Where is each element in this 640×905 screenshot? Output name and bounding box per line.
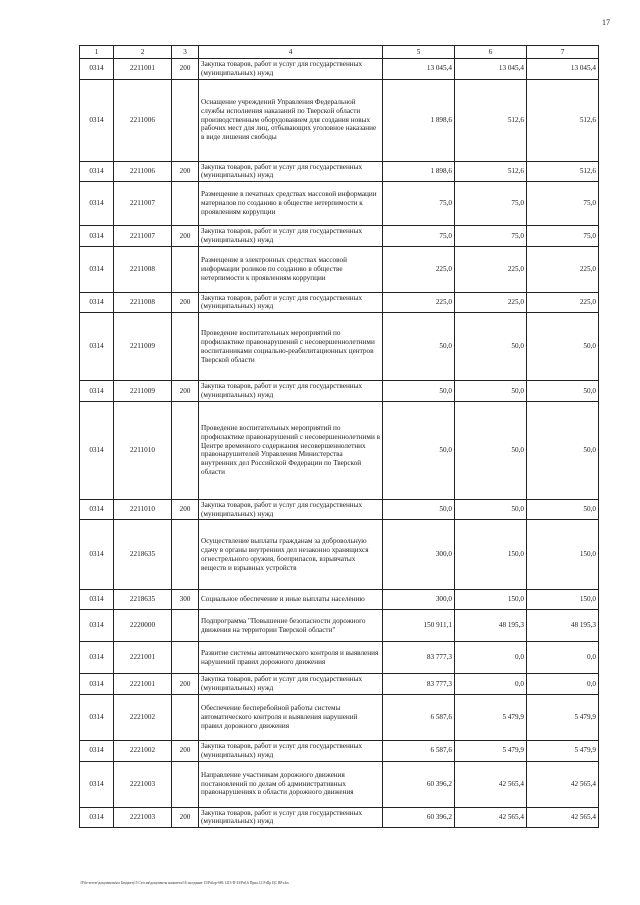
description-cell: Закупка товаров, работ и услуг для государственных (муниципальных) нужд xyxy=(199,499,383,520)
description-cell: Размещение в электронных средствах массовой информации роликов по созданию в обществе нетерпимости к проявлениям коррупции xyxy=(199,246,383,292)
amount-2015-cell: 50,0 xyxy=(455,381,527,402)
target-code-cell: 2211010 xyxy=(114,499,172,520)
amount-2014-cell: 225,0 xyxy=(383,292,455,313)
table-row xyxy=(80,161,599,182)
target-code-cell: 2218635 xyxy=(114,520,172,590)
amount-2014-cell: 1 898,6 xyxy=(383,161,455,182)
target-code-cell: 2211007 xyxy=(114,226,172,247)
description-cell: Проведение воспитательных мероприятий по профилактике правонарушений с несовершеннолетними воспитанниками социально-реабилитационных центров Тверской области xyxy=(199,313,383,381)
amount-2014-cell: 300,0 xyxy=(383,520,455,590)
amount-2014-cell: 83 777,3 xyxy=(383,674,455,695)
table-row xyxy=(80,79,599,161)
section-code-cell: 0314 xyxy=(80,740,114,761)
table-row xyxy=(80,226,599,247)
table-row xyxy=(80,292,599,313)
description-cell: Размещение в печатных средствах массовой информации материалов по созданию в обществе нетерпимости к проявлениям коррупции xyxy=(199,182,383,226)
target-code-cell: 2211009 xyxy=(114,313,172,381)
section-code-cell: 0314 xyxy=(80,381,114,402)
table-row xyxy=(80,642,599,674)
target-code-cell: 2211008 xyxy=(114,292,172,313)
expense-type-cell: 200 xyxy=(172,740,199,761)
amount-2015-cell: 13 045,4 xyxy=(455,59,527,80)
amount-2014-cell: 50,0 xyxy=(383,381,455,402)
section-code-cell: 0314 xyxy=(80,79,114,161)
amount-2016-cell: 5 479,9 xyxy=(527,694,599,740)
expense-type-cell xyxy=(172,694,199,740)
expense-type-cell: 200 xyxy=(172,59,199,80)
amount-2016-cell: 75,0 xyxy=(527,226,599,247)
description-cell: Закупка товаров, работ и услуг для государственных (муниципальных) нужд xyxy=(199,226,383,247)
header-cell-3: 3 xyxy=(172,46,199,59)
expense-type-cell: 200 xyxy=(172,381,199,402)
amount-2015-cell: 0,0 xyxy=(455,674,527,695)
section-code-cell: 0314 xyxy=(80,694,114,740)
amount-2016-cell: 50,0 xyxy=(527,381,599,402)
description-cell: Социальное обеспечение и иные выплаты населению xyxy=(199,590,383,610)
amount-2015-cell: 225,0 xyxy=(455,246,527,292)
description-cell: Развитие системы автоматического контроля и выявления нарушений правил дорожного движения xyxy=(199,642,383,674)
amount-2016-cell: 50,0 xyxy=(527,313,599,381)
target-code-cell: 2211009 xyxy=(114,381,172,402)
amount-2014-cell: 150 911,1 xyxy=(383,610,455,642)
table-row xyxy=(80,674,599,695)
amount-2014-cell: 1 898,6 xyxy=(383,79,455,161)
table-row xyxy=(80,740,599,761)
table-row xyxy=(80,182,599,226)
amount-2016-cell: 13 045,4 xyxy=(527,59,599,80)
amount-2015-cell: 48 195,3 xyxy=(455,610,527,642)
amount-2016-cell: 42 565,4 xyxy=(527,807,599,828)
amount-2014-cell: 6 587,6 xyxy=(383,740,455,761)
section-code-cell: 0314 xyxy=(80,807,114,828)
amount-2014-cell: 13 045,4 xyxy=(383,59,455,80)
target-code-cell: 2211007 xyxy=(114,182,172,226)
amount-2014-cell: 225,0 xyxy=(383,246,455,292)
amount-2016-cell: 50,0 xyxy=(527,401,599,499)
target-code-cell: 2221001 xyxy=(114,642,172,674)
table-row xyxy=(80,313,599,381)
expense-type-cell xyxy=(172,610,199,642)
expense-type-cell: 200 xyxy=(172,499,199,520)
amount-2016-cell: 5 479,9 xyxy=(527,740,599,761)
section-code-cell: 0314 xyxy=(80,761,114,807)
amount-2015-cell: 0,0 xyxy=(455,642,527,674)
target-code-cell: 2221003 xyxy=(114,761,172,807)
amount-2014-cell: 50,0 xyxy=(383,313,455,381)
header-cell-1: 1 xyxy=(80,46,114,59)
section-code-cell: 0314 xyxy=(80,292,114,313)
description-cell: Закупка товаров, работ и услуг для государственных (муниципальных) нужд xyxy=(199,292,383,313)
amount-2015-cell: 75,0 xyxy=(455,226,527,247)
expense-type-cell xyxy=(172,79,199,161)
amount-2014-cell: 300,0 xyxy=(383,590,455,610)
amount-2016-cell: 42 565,4 xyxy=(527,761,599,807)
expense-type-cell: 200 xyxy=(172,807,199,828)
target-code-cell: 2211001 xyxy=(114,59,172,80)
expense-type-cell: 200 xyxy=(172,292,199,313)
header-cell-6: 6 xyxy=(455,46,527,59)
section-code-cell: 0314 xyxy=(80,499,114,520)
amount-2016-cell: 48 195,3 xyxy=(527,610,599,642)
amount-2014-cell: 75,0 xyxy=(383,226,455,247)
expense-type-cell: 200 xyxy=(172,161,199,182)
target-code-cell: 2211010 xyxy=(114,401,172,499)
expense-type-cell xyxy=(172,642,199,674)
amount-2015-cell: 5 479,9 xyxy=(455,694,527,740)
target-code-cell: 2220000 xyxy=(114,610,172,642)
header-cell-7: 7 xyxy=(527,46,599,59)
expense-type-cell: 200 xyxy=(172,674,199,695)
amount-2014-cell: 75,0 xyxy=(383,182,455,226)
amount-2014-cell: 6 587,6 xyxy=(383,694,455,740)
expense-type-cell xyxy=(172,246,199,292)
page-number: 17 xyxy=(602,18,610,27)
amount-2016-cell: 0,0 xyxy=(527,674,599,695)
section-code-cell: 0314 xyxy=(80,674,114,695)
amount-2015-cell: 50,0 xyxy=(455,499,527,520)
table-row xyxy=(80,520,599,590)
section-code-cell: 0314 xyxy=(80,226,114,247)
amount-2016-cell: 150,0 xyxy=(527,590,599,610)
amount-2016-cell: 225,0 xyxy=(527,246,599,292)
description-cell: Закупка товаров, работ и услуг для государственных (муниципальных) нужд xyxy=(199,161,383,182)
expense-type-cell: 300 xyxy=(172,590,199,610)
description-cell: Оснащение учреждений Управления Федеральной службы исполнения наказаний по Тверской области производственным оборудованием для создания новых рабочих мест для лиц, отбывающих уголовное наказание в виде лишения свободы xyxy=(199,79,383,161)
section-code-cell: 0314 xyxy=(80,610,114,642)
amount-2016-cell: 512,6 xyxy=(527,161,599,182)
expense-type-cell xyxy=(172,761,199,807)
description-cell: Осуществление выплаты гражданам за добровольную сдачу в органы внутренних дел незаконно хранящихся огнестрельного оружия, боеприпасов, взрывчатых веществ и взрывных устройств xyxy=(199,520,383,590)
amount-2015-cell: 512,6 xyxy=(455,79,527,161)
table-row xyxy=(80,610,599,642)
description-cell: Проведение воспитательных мероприятий по профилактике правонарушений с несовершеннолетними в Центре временного содержания несовершеннолетних правонарушителей Управления Министерства внутренних дел Российской Федерации по Тверской области xyxy=(199,401,383,499)
header-cell-5: 5 xyxy=(383,46,455,59)
amount-2015-cell: 512,6 xyxy=(455,161,527,182)
table-row xyxy=(80,381,599,402)
target-code-cell: 2211006 xyxy=(114,79,172,161)
header-cell-4: 4 xyxy=(199,46,383,59)
amount-2015-cell: 150,0 xyxy=(455,590,527,610)
table-row xyxy=(80,590,599,610)
target-code-cell: 2221001 xyxy=(114,674,172,695)
table-header-row xyxy=(80,46,599,59)
expense-type-cell: 200 xyxy=(172,226,199,247)
table-row xyxy=(80,694,599,740)
section-code-cell: 0314 xyxy=(80,520,114,590)
expense-type-cell xyxy=(172,401,199,499)
amount-2015-cell: 75,0 xyxy=(455,182,527,226)
target-code-cell: 2218635 xyxy=(114,590,172,610)
table-row xyxy=(80,59,599,80)
amount-2016-cell: 512,6 xyxy=(527,79,599,161)
target-code-cell: 2211006 xyxy=(114,161,172,182)
description-cell: Подпрограмма "Повышение безопасности дорожного движения на территории Тверской области" xyxy=(199,610,383,642)
description-cell: Закупка товаров, работ и услуг для государственных (муниципальных) нужд xyxy=(199,807,383,828)
section-code-cell: 0314 xyxy=(80,246,114,292)
header-cell-2: 2 xyxy=(114,46,172,59)
amount-2015-cell: 50,0 xyxy=(455,313,527,381)
description-cell: Закупка товаров, работ и услуг для государственных (муниципальных) нужд xyxy=(199,59,383,80)
file-path-footer: \\File-server\документы\по Бюджету\5 Сессия\документы комитета\16 заседание 15\Prilop-686 1213-П-ЗЗ\Pril.6 Прил.12 РзПр ЦС ВР.xlsx xyxy=(80,881,289,885)
section-code-cell: 0314 xyxy=(80,642,114,674)
table-row xyxy=(80,401,599,499)
target-code-cell: 2221003 xyxy=(114,807,172,828)
amount-2015-cell: 5 479,9 xyxy=(455,740,527,761)
section-code-cell: 0314 xyxy=(80,161,114,182)
amount-2015-cell: 50,0 xyxy=(455,401,527,499)
target-code-cell: 2211008 xyxy=(114,246,172,292)
amount-2014-cell: 83 777,3 xyxy=(383,642,455,674)
description-cell: Закупка товаров, работ и услуг для государственных (муниципальных) нужд xyxy=(199,740,383,761)
amount-2014-cell: 50,0 xyxy=(383,499,455,520)
amount-2015-cell: 42 565,4 xyxy=(455,761,527,807)
section-code-cell: 0314 xyxy=(80,182,114,226)
table-row xyxy=(80,761,599,807)
section-code-cell: 0314 xyxy=(80,401,114,499)
amount-2016-cell: 150,0 xyxy=(527,520,599,590)
target-code-cell: 2221002 xyxy=(114,740,172,761)
amount-2016-cell: 0,0 xyxy=(527,642,599,674)
description-cell: Направление участникам дорожного движения постановлений по делам об административных правонарушениях в области дорожного движения xyxy=(199,761,383,807)
amount-2016-cell: 50,0 xyxy=(527,499,599,520)
section-code-cell: 0314 xyxy=(80,313,114,381)
table-row xyxy=(80,807,599,828)
amount-2015-cell: 225,0 xyxy=(455,292,527,313)
expense-type-cell xyxy=(172,520,199,590)
description-cell: Закупка товаров, работ и услуг для государственных (муниципальных) нужд xyxy=(199,674,383,695)
amount-2016-cell: 225,0 xyxy=(527,292,599,313)
amount-2016-cell: 75,0 xyxy=(527,182,599,226)
amount-2014-cell: 50,0 xyxy=(383,401,455,499)
table-row xyxy=(80,499,599,520)
amount-2014-cell: 60 396,2 xyxy=(383,807,455,828)
expense-type-cell xyxy=(172,313,199,381)
section-code-cell: 0314 xyxy=(80,59,114,80)
amount-2015-cell: 150,0 xyxy=(455,520,527,590)
amount-2014-cell: 60 396,2 xyxy=(383,761,455,807)
table-row xyxy=(80,246,599,292)
description-cell: Обеспечение бесперебойной работы системы автоматического контроля и выявления нарушений правил дорожного движения xyxy=(199,694,383,740)
section-code-cell: 0314 xyxy=(80,590,114,610)
expense-type-cell xyxy=(172,182,199,226)
budget-table xyxy=(79,45,599,828)
target-code-cell: 2221002 xyxy=(114,694,172,740)
description-cell: Закупка товаров, работ и услуг для государственных (муниципальных) нужд xyxy=(199,381,383,402)
amount-2015-cell: 42 565,4 xyxy=(455,807,527,828)
